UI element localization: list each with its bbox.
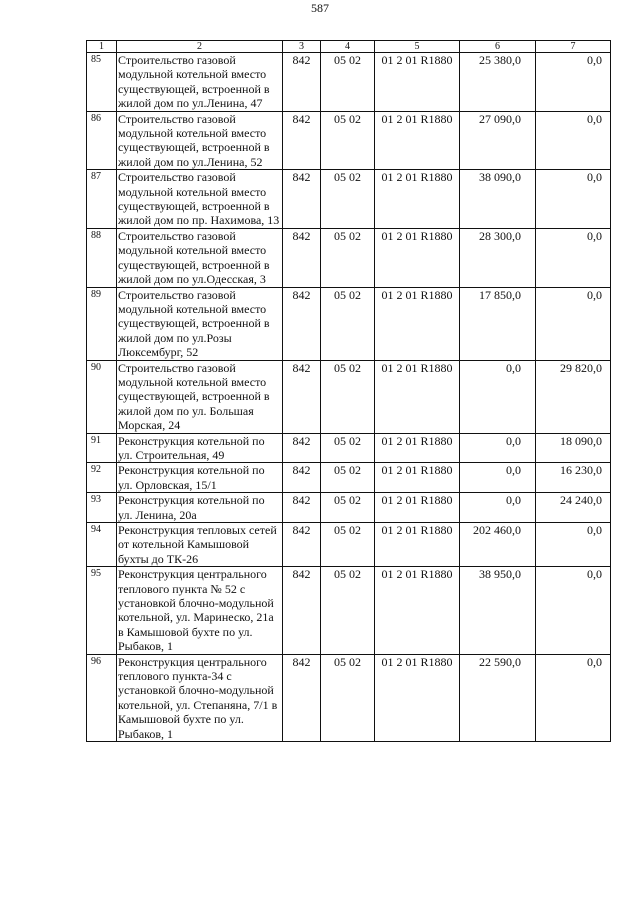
- section-code-cell: 05 02: [321, 228, 375, 287]
- target-article-cell: 01 2 01 R1880: [375, 53, 460, 112]
- table-row: [87, 463, 611, 493]
- budget-table: [86, 40, 611, 742]
- amount-col7-cell: 29 820,0: [536, 360, 611, 433]
- row-number-cell: 93: [87, 493, 117, 523]
- target-article-cell: 01 2 01 R1880: [375, 567, 460, 654]
- target-article-cell: 01 2 01 R1880: [375, 360, 460, 433]
- table-row: [87, 567, 611, 654]
- department-code-cell: 842: [283, 523, 321, 567]
- column-header: 6: [460, 41, 536, 53]
- section-code-cell: 05 02: [321, 287, 375, 360]
- amount-col6-cell: 25 380,0: [460, 53, 536, 112]
- department-code-cell: 842: [283, 170, 321, 229]
- target-article-cell: 01 2 01 R1880: [375, 228, 460, 287]
- section-code-cell: 05 02: [321, 523, 375, 567]
- table-row: [87, 111, 611, 170]
- amount-col6-cell: 0,0: [460, 360, 536, 433]
- amount-col7-cell: 0,0: [536, 53, 611, 112]
- column-header: 5: [375, 41, 460, 53]
- item-name-cell: Строительство газовой модульной котельной вместо существующей, встроенной в жилой дом по ул.Ленина, 47: [117, 53, 283, 112]
- target-article-cell: 01 2 01 R1880: [375, 287, 460, 360]
- amount-col7-cell: 0,0: [536, 567, 611, 654]
- table-row: [87, 654, 611, 741]
- amount-col6-cell: 38 950,0: [460, 567, 536, 654]
- amount-col7-cell: 0,0: [536, 228, 611, 287]
- item-name-cell: Реконструкция котельной по ул. Орловская, 15/1: [117, 463, 283, 493]
- section-code-cell: 05 02: [321, 360, 375, 433]
- section-code-cell: 05 02: [321, 433, 375, 463]
- item-name-cell: Строительство газовой модульной котельной вместо существующей, встроенной в жилой дом по ул.Ленина, 52: [117, 111, 283, 170]
- target-article-cell: 01 2 01 R1880: [375, 493, 460, 523]
- item-name-cell: Строительство газовой модульной котельной вместо существующей, встроенной в жилой дом по ул. Большая Морская, 24: [117, 360, 283, 433]
- table-row: [87, 287, 611, 360]
- amount-col6-cell: 0,0: [460, 433, 536, 463]
- row-number-cell: 95: [87, 567, 117, 654]
- department-code-cell: 842: [283, 493, 321, 523]
- amount-col6-cell: 38 090,0: [460, 170, 536, 229]
- target-article-cell: 01 2 01 R1880: [375, 170, 460, 229]
- row-number-cell: 88: [87, 228, 117, 287]
- table-row: [87, 360, 611, 433]
- target-article-cell: 01 2 01 R1880: [375, 523, 460, 567]
- item-name-cell: Строительство газовой модульной котельной вместо существующей, встроенной в жилой дом по ул.Розы Люксембург, 52: [117, 287, 283, 360]
- table-row: [87, 433, 611, 463]
- section-code-cell: 05 02: [321, 493, 375, 523]
- page-number: 587: [311, 1, 329, 15]
- table-header-row: [87, 41, 611, 53]
- amount-col7-cell: 0,0: [536, 287, 611, 360]
- department-code-cell: 842: [283, 111, 321, 170]
- item-name-cell: Реконструкция центрального теплового пункта-34 с установкой блочно-модульной котельной, ул. Степаняна, 7/1 в Камышовой бухте по ул. Рыбаков, 1: [117, 654, 283, 741]
- item-name-cell: Строительство газовой модульной котельной вместо существующей, встроенной в жилой дом по ул.Одесская, 3: [117, 228, 283, 287]
- section-code-cell: 05 02: [321, 654, 375, 741]
- department-code-cell: 842: [283, 53, 321, 112]
- department-code-cell: 842: [283, 433, 321, 463]
- amount-col7-cell: 0,0: [536, 111, 611, 170]
- section-code-cell: 05 02: [321, 53, 375, 112]
- item-name-cell: Строительство газовой модульной котельной вместо существующей, встроенной в жилой дом по пр. Нахимова, 13: [117, 170, 283, 229]
- row-number-cell: 85: [87, 53, 117, 112]
- section-code-cell: 05 02: [321, 170, 375, 229]
- target-article-cell: 01 2 01 R1880: [375, 654, 460, 741]
- amount-col7-cell: 16 230,0: [536, 463, 611, 493]
- amount-col6-cell: 27 090,0: [460, 111, 536, 170]
- amount-col7-cell: 0,0: [536, 170, 611, 229]
- target-article-cell: 01 2 01 R1880: [375, 463, 460, 493]
- amount-col6-cell: 22 590,0: [460, 654, 536, 741]
- row-number-cell: 87: [87, 170, 117, 229]
- section-code-cell: 05 02: [321, 111, 375, 170]
- department-code-cell: 842: [283, 654, 321, 741]
- item-name-cell: Реконструкция котельной по ул. Ленина, 20а: [117, 493, 283, 523]
- column-header: 4: [321, 41, 375, 53]
- department-code-cell: 842: [283, 360, 321, 433]
- department-code-cell: 842: [283, 463, 321, 493]
- column-header: 1: [87, 41, 117, 53]
- amount-col7-cell: 18 090,0: [536, 433, 611, 463]
- row-number-cell: 94: [87, 523, 117, 567]
- column-header: 2: [117, 41, 283, 53]
- amount-col6-cell: 0,0: [460, 463, 536, 493]
- item-name-cell: Реконструкция центрального теплового пункта № 52 с установкой блочно-модульной котельной, ул. Маринеско, 21а в Камышовой бухте по ул. Рыбаков, 1: [117, 567, 283, 654]
- section-code-cell: 05 02: [321, 567, 375, 654]
- table-row: [87, 228, 611, 287]
- amount-col6-cell: 28 300,0: [460, 228, 536, 287]
- table-row: [87, 53, 611, 112]
- section-code-cell: 05 02: [321, 463, 375, 493]
- row-number-cell: 91: [87, 433, 117, 463]
- table-row: [87, 523, 611, 567]
- department-code-cell: 842: [283, 567, 321, 654]
- amount-col6-cell: 202 460,0: [460, 523, 536, 567]
- target-article-cell: 01 2 01 R1880: [375, 111, 460, 170]
- amount-col7-cell: 0,0: [536, 523, 611, 567]
- amount-col7-cell: 0,0: [536, 654, 611, 741]
- item-name-cell: Реконструкция котельной по ул. Строительная, 49: [117, 433, 283, 463]
- row-number-cell: 86: [87, 111, 117, 170]
- item-name-cell: Реконструкция тепловых сетей от котельной Камышовой бухты до ТК-26: [117, 523, 283, 567]
- target-article-cell: 01 2 01 R1880: [375, 433, 460, 463]
- column-header: 3: [283, 41, 321, 53]
- table-row: [87, 170, 611, 229]
- amount-col6-cell: 17 850,0: [460, 287, 536, 360]
- row-number-cell: 90: [87, 360, 117, 433]
- row-number-cell: 92: [87, 463, 117, 493]
- table-row: [87, 493, 611, 523]
- row-number-cell: 89: [87, 287, 117, 360]
- amount-col7-cell: 24 240,0: [536, 493, 611, 523]
- column-header: 7: [536, 41, 611, 53]
- amount-col6-cell: 0,0: [460, 493, 536, 523]
- department-code-cell: 842: [283, 228, 321, 287]
- row-number-cell: 96: [87, 654, 117, 741]
- department-code-cell: 842: [283, 287, 321, 360]
